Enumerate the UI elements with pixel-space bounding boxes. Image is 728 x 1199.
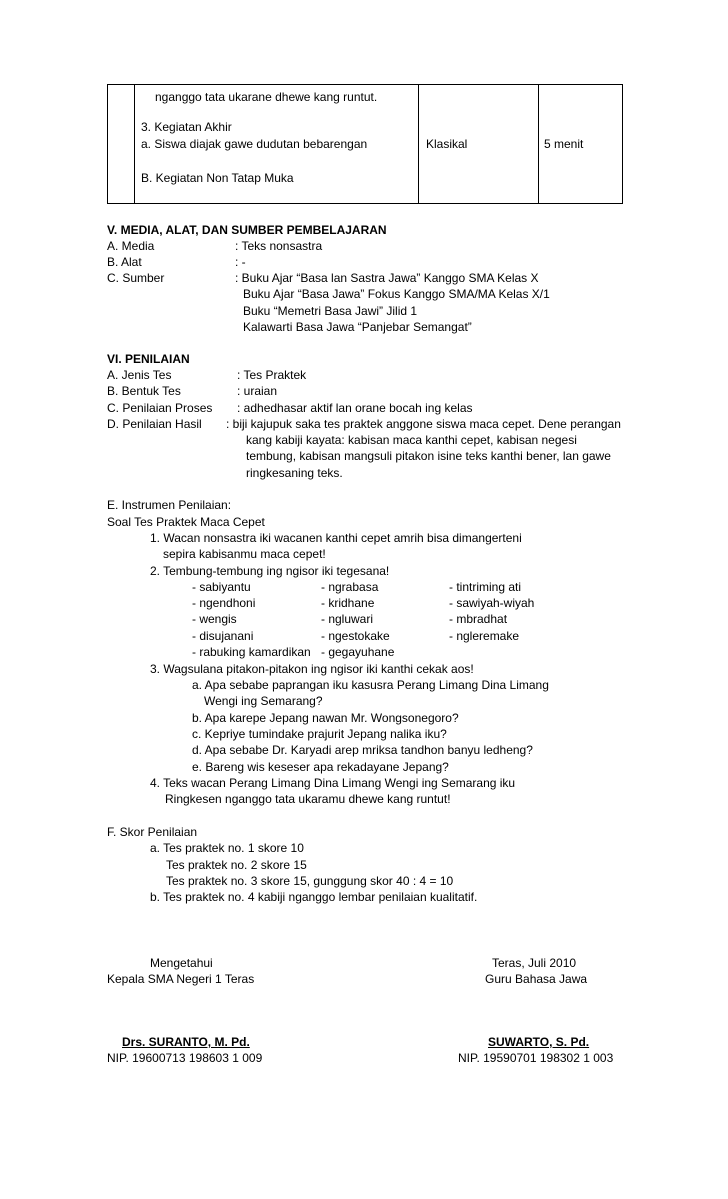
- sumber-value: Kalawarti Basa Jawa “Panjebar Semangat”: [243, 320, 472, 334]
- word-item: - ngluwari: [321, 612, 374, 626]
- word-item: - ngendhoni: [192, 596, 256, 610]
- table-text-line: nganggo tata ukarane dhewe kang runtut.: [155, 90, 378, 104]
- skor-item: Tes praktek no. 2 skore 15: [166, 858, 307, 872]
- penilaian-hasil-label: D. Penilaian Hasil: [107, 417, 202, 431]
- kegiatan-akhir-item: a. Siswa diajak gawe dudutan bebarengan: [141, 137, 368, 151]
- word-item: - ngrabasa: [321, 580, 379, 594]
- media-value: : Teks nonsastra: [235, 239, 323, 253]
- instrumen-heading: E. Instrumen Penilaian:: [107, 498, 232, 512]
- question-4-cont: Ringkesen nganggo tata ukaramu dhewe kang runtut!: [165, 792, 451, 806]
- word-item: - wengis: [192, 612, 237, 626]
- skor-item: b. Tes praktek no. 4 kabiji nganggo lembar penilaian kualitatif.: [150, 890, 478, 904]
- question-3d: d. Apa sebabe Dr. Karyadi arep mriksa tandhon banyu ledheng?: [192, 743, 533, 757]
- question-3a-cont: Wengi ing Semarang?: [204, 694, 323, 708]
- penilaian-proses-value: : adhedhasar aktif lan orane bocah ing kelas: [237, 401, 473, 415]
- skor-item: Tes praktek no. 3 skore 15, gunggung skor 40 : 4 = 10: [166, 874, 454, 888]
- word-item: - kridhane: [321, 596, 375, 610]
- alat-label: B. Alat: [107, 255, 142, 269]
- word-item: - mbradhat: [449, 612, 508, 626]
- media-label: A. Media: [107, 239, 155, 253]
- question-3c: c. Kepriye tumindake prajurit Jepang nalika iku?: [192, 727, 447, 741]
- word-item: - ngestokake: [321, 629, 390, 643]
- bentuk-tes-value: : uraian: [237, 384, 278, 398]
- sumber-label: C. Sumber: [107, 271, 165, 285]
- kepala-sekolah-name: Drs. SURANTO, M. Pd.: [122, 1035, 250, 1049]
- question-1-cont: sepira kabisanmu maca cepet!: [163, 547, 326, 561]
- question-3b: b. Apa karepe Jepang nawan Mr. Wongsonegoro?: [192, 711, 459, 725]
- penilaian-hasil-value: kang kabiji kayata: kabisan maca kanthi cepet, kabisan negesi: [246, 433, 577, 447]
- skor-heading: F. Skor Penilaian: [107, 825, 198, 839]
- sumber-value: Buku Ajar “Basa Jawa” Fokus Kanggo SMA/MA Kelas X/1: [243, 287, 550, 301]
- guru-name: SUWARTO, S. Pd.: [488, 1035, 590, 1049]
- word-item: - disujanani: [192, 629, 254, 643]
- word-item: - rabuking kamardikan: [192, 645, 311, 659]
- guru-title: Guru Bahasa Jawa: [485, 972, 588, 986]
- question-4: 4. Teks wacan Perang Limang Dina Limang Wengi ing Semarang iku: [150, 776, 516, 790]
- waktu-cell: 5 menit: [544, 137, 584, 151]
- section-heading: VI. PENILAIAN: [107, 352, 190, 366]
- penilaian-hasil-value: ringkesaning teks.: [246, 466, 343, 480]
- kepala-sekolah-nip: NIP. 19600713 198603 1 009: [107, 1051, 263, 1065]
- word-item: - sawiyah-wiyah: [449, 596, 535, 610]
- sumber-value: : Buku Ajar “Basa lan Sastra Jawa” Kanggo SMA Kelas X: [235, 271, 539, 285]
- penilaian-hasil-value: tembung, kabisan mangsuli pitakon isine teks kanthi bener, lan gawe: [246, 449, 611, 463]
- section-heading: V. MEDIA, ALAT, DAN SUMBER PEMBELAJARAN: [107, 223, 387, 237]
- question-2: 2. Tembung-tembung ing ngisor iki tegesana!: [150, 564, 390, 578]
- mengetahui-label: Mengetahui: [150, 956, 213, 970]
- question-3a: a. Apa sebabe paprangan iku kasusra Perang Limang Dina Limang: [192, 678, 549, 692]
- non-tatap-muka: B. Kegiatan Non Tatap Muka: [141, 171, 294, 185]
- word-item: - gegayuhane: [321, 645, 395, 659]
- soal-title: Soal Tes Praktek Maca Cepet: [107, 515, 265, 529]
- jenis-tes-value: : Tes Praktek: [237, 368, 307, 382]
- kegiatan-akhir-heading: 3. Kegiatan Akhir: [141, 120, 232, 134]
- question-1: 1. Wacan nonsastra iki wacanen kanthi cepet amrih bisa dimangerteni: [150, 531, 522, 545]
- penilaian-proses-label: C. Penilaian Proses: [107, 401, 213, 415]
- sumber-value: Buku “Memetri Basa Jawi” Jilid 1: [243, 304, 418, 318]
- penilaian-hasil-value: : biji kajupuk saka tes praktek anggone siswa maca cepet. Dene perangan: [226, 417, 621, 431]
- word-item: - sabiyantu: [192, 580, 251, 594]
- kepala-sekolah-title: Kepala SMA Negeri 1 Teras: [107, 972, 255, 986]
- question-3e: e. Bareng wis keseser apa rekadayane Jepang?: [192, 760, 449, 774]
- guru-nip: NIP. 19590701 198302 1 003: [458, 1051, 614, 1065]
- question-3: 3. Wagsulana pitakon-pitakon ing ngisor iki kanthi cekak aos!: [150, 662, 474, 676]
- jenis-tes-label: A. Jenis Tes: [107, 368, 172, 382]
- metode-cell: Klasikal: [426, 137, 468, 151]
- place-date: Teras, Juli 2010: [492, 956, 577, 970]
- skor-item: a. Tes praktek no. 1 skore 10: [150, 841, 304, 855]
- bentuk-tes-label: B. Bentuk Tes: [107, 384, 181, 398]
- alat-value: : -: [235, 255, 246, 269]
- word-item: - ngleremake: [449, 629, 520, 643]
- word-item: - tintriming ati: [449, 580, 522, 594]
